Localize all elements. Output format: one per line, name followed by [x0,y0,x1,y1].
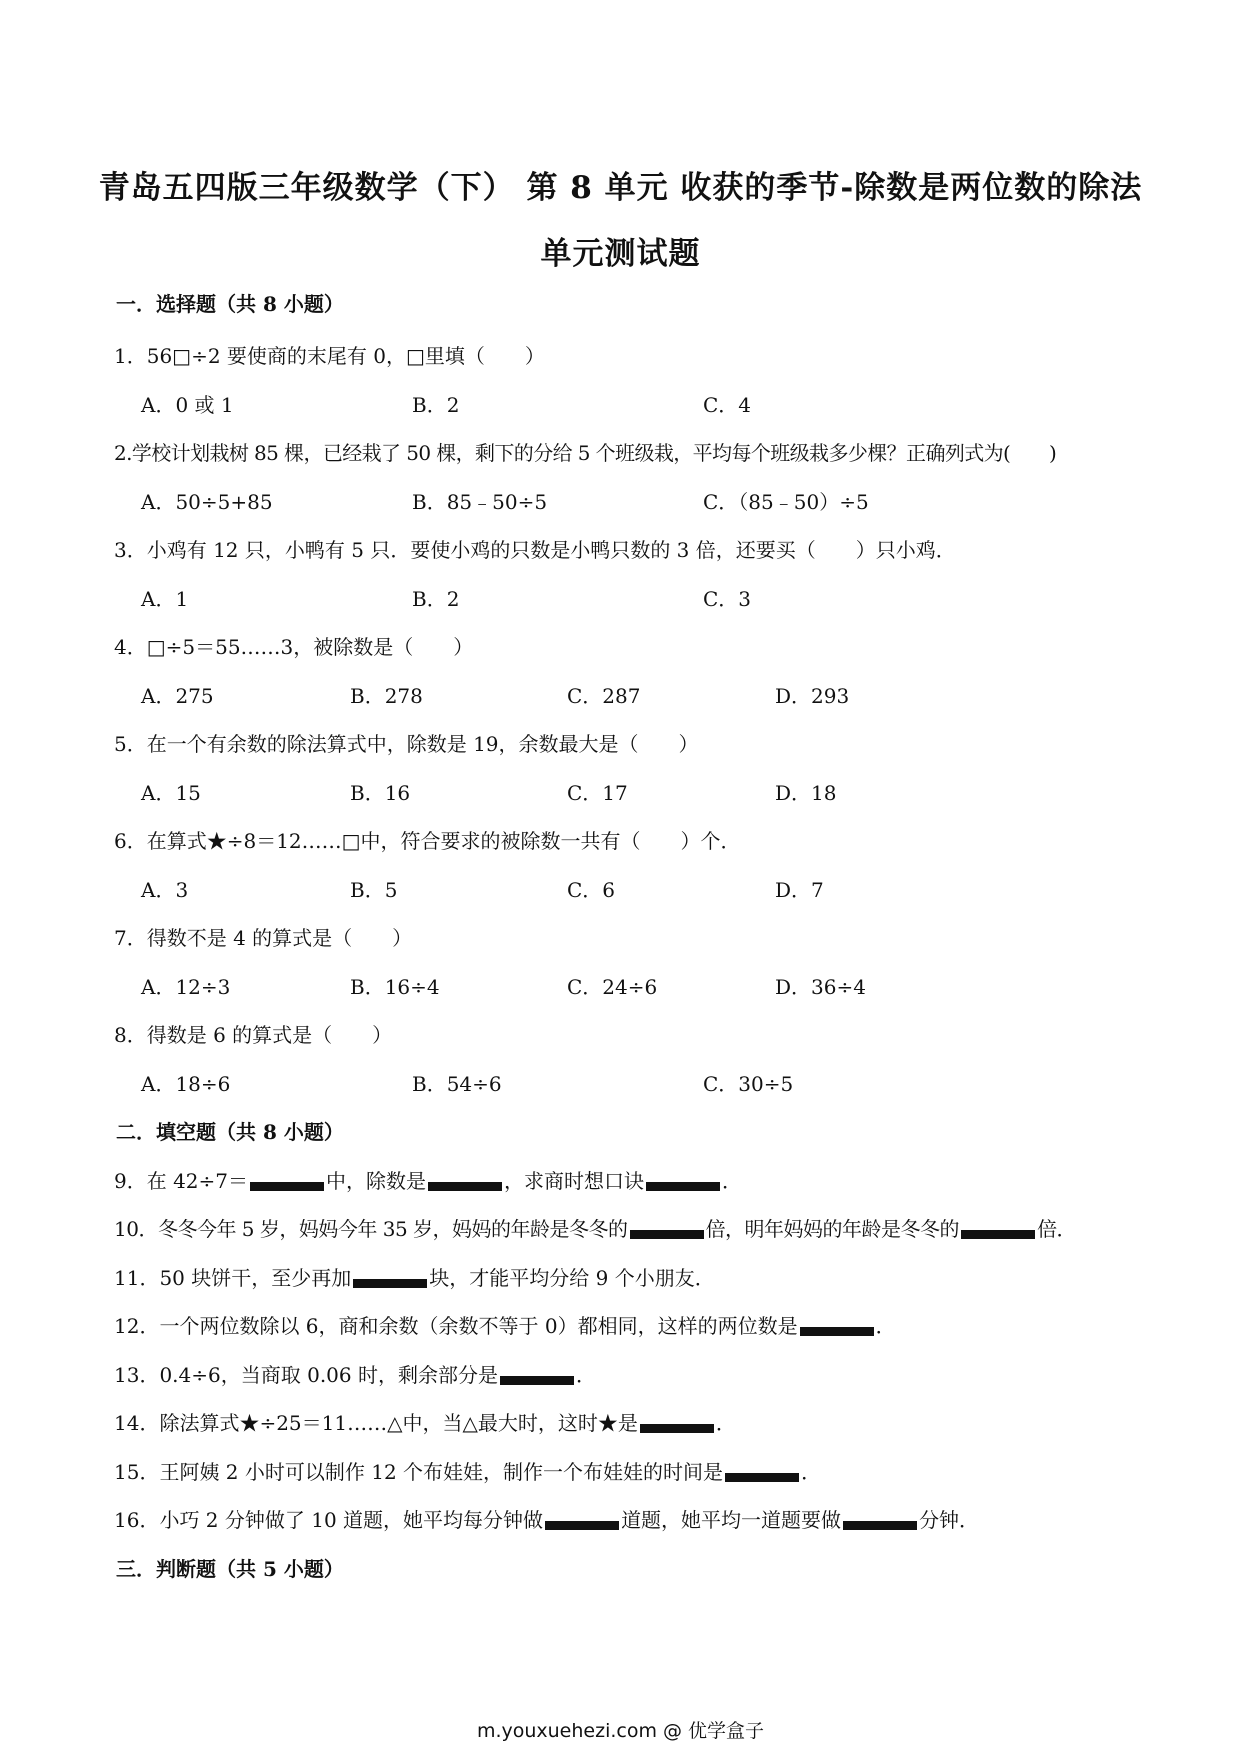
option-2-c: C．（85﹣50）÷5 [703,490,869,514]
question-11 [114,1262,715,1291]
section-heading-choice: 一．选择题（共 8 小题） [116,292,344,316]
question-5: 5．在一个有余数的除法算式中，除数是 19，余数最大是（ ） [114,732,699,756]
option-2-b: B．85﹣50÷5 [412,490,548,514]
option-3-b: B．2 [412,587,460,611]
option-2-a: A．50÷5+85 [141,490,273,514]
option-8-a: A．18÷6 [141,1072,231,1096]
option-8-b: B．54÷6 [412,1072,502,1096]
question-16-text: 16．小巧 2 分钟做了 10 道题，她平均每分钟做 [114,1508,544,1532]
question-1: 1．56□÷2 要使商的末尾有 0，□里填（ ） [114,344,545,368]
option-7-b: B．16÷4 [350,975,440,999]
section-heading-judge: 三．判断题（共 5 小题） [116,1557,344,1581]
option-6-c: C．6 [567,878,616,902]
answer-blank[interactable] [640,1424,714,1433]
question-15 [114,1456,821,1485]
option-4-b: B．278 [350,684,423,708]
question-14-text: ． [715,1411,736,1435]
answer-blank[interactable] [843,1521,917,1530]
question-13-text: ． [575,1363,596,1387]
question-11-text: 11．50 块饼干，至少再加 [114,1266,352,1290]
page-title-line-2: 单元测试题 [540,236,701,272]
question-16-text: 分钟． [919,1508,980,1532]
answer-blank[interactable] [725,1473,799,1482]
answer-blank[interactable] [630,1230,704,1239]
option-1-b: B．2 [412,393,460,417]
question-9-text: 中，除数是 [326,1169,427,1193]
question-14 [114,1407,736,1436]
question-9-text: 9．在 42÷7＝ [114,1169,249,1193]
option-3-c: C．3 [703,587,752,611]
question-12-text: ． [875,1314,896,1338]
question-9-text: ，求商时想口诀 [504,1169,645,1193]
answer-blank[interactable] [500,1376,574,1385]
question-10 [114,1213,1076,1242]
question-14-text: 14．除法算式★÷25＝11……△中，当△最大时，这时★是 [114,1411,638,1435]
option-1-c: C．4 [703,393,752,417]
option-6-d: D．7 [775,878,824,902]
option-5-b: B．16 [350,781,411,805]
option-5-a: A．15 [141,781,201,805]
option-6-a: A．3 [141,878,189,902]
option-5-c: C．17 [567,781,628,805]
question-8: 8．得数是 6 的算式是（ ） [114,1023,393,1047]
question-15-text: 15．王阿姨 2 小时可以制作 12 个布娃娃，制作一个布娃娃的时间是 [114,1460,724,1484]
question-12 [114,1310,896,1339]
option-4-a: A．275 [141,684,214,708]
option-7-a: A．12÷3 [141,975,231,999]
question-3: 3．小鸡有 12 只，小鸭有 5 只．要使小鸡的只数是小鸭只数的 3 倍，还要买（ ）只小鸡． [114,538,956,562]
answer-blank[interactable] [428,1182,502,1191]
footer-watermark: m.youxuehezi.com @ 优学盒子 [476,1720,765,1742]
question-10-text: 倍． [1037,1217,1077,1241]
page-title-line-1: 青岛五四版三年级数学（下） 第 8 单元 收获的季节-除数是两位数的除法 [98,170,1143,206]
question-9-text: ． [722,1169,743,1193]
section-heading-fill: 二．填空题（共 8 小题） [116,1120,344,1144]
question-13 [114,1359,596,1388]
answer-blank[interactable] [961,1230,1035,1239]
question-11-text: 块，才能平均分给 9 个小朋友． [429,1266,715,1290]
question-4: 4．□÷5＝55……3，被除数是（ ） [114,635,474,659]
question-6: 6．在算式★÷8＝12……□中，符合要求的被除数一共有（ ）个． [114,829,741,853]
question-9 [114,1165,742,1194]
answer-blank[interactable] [250,1182,324,1191]
question-7: 7．得数不是 4 的算式是（ ） [114,926,413,950]
option-3-a: A．1 [141,587,189,611]
option-5-d: D．18 [775,781,837,805]
option-1-a: A．0 或 1 [141,393,234,417]
question-16-text: 道题，她平均一道题要做 [621,1508,842,1532]
question-2: 2.学校计划栽树 85 棵，已经栽了 50 棵，剩下的分给 5 个班级栽，平均每个班级栽多少棵？正确列式为( ) [114,441,1057,465]
option-8-c: C．30÷5 [703,1072,794,1096]
question-10-text: 倍，明年妈妈的年龄是冬冬的 [705,1217,960,1241]
question-12-text: 12．一个两位数除以 6，商和余数（余数不等于 0）都相同，这样的两位数是 [114,1314,798,1338]
question-10-text: 10．冬冬今年 5 岁，妈妈今年 35 岁，妈妈的年龄是冬冬的 [114,1217,628,1241]
question-13-text: 13．0.4÷6，当商取 0.06 时，剩余部分是 [114,1363,498,1387]
option-4-d: D．293 [775,684,850,708]
option-7-d: D．36÷4 [775,975,866,999]
question-15-text: ． [801,1460,822,1484]
answer-blank[interactable] [353,1279,427,1288]
option-7-c: C．24÷6 [567,975,658,999]
answer-blank[interactable] [800,1327,874,1336]
option-6-b: B．5 [350,878,398,902]
question-16 [114,1504,979,1533]
answer-blank[interactable] [545,1521,619,1530]
answer-blank[interactable] [646,1182,720,1191]
option-4-c: C．287 [567,684,641,708]
